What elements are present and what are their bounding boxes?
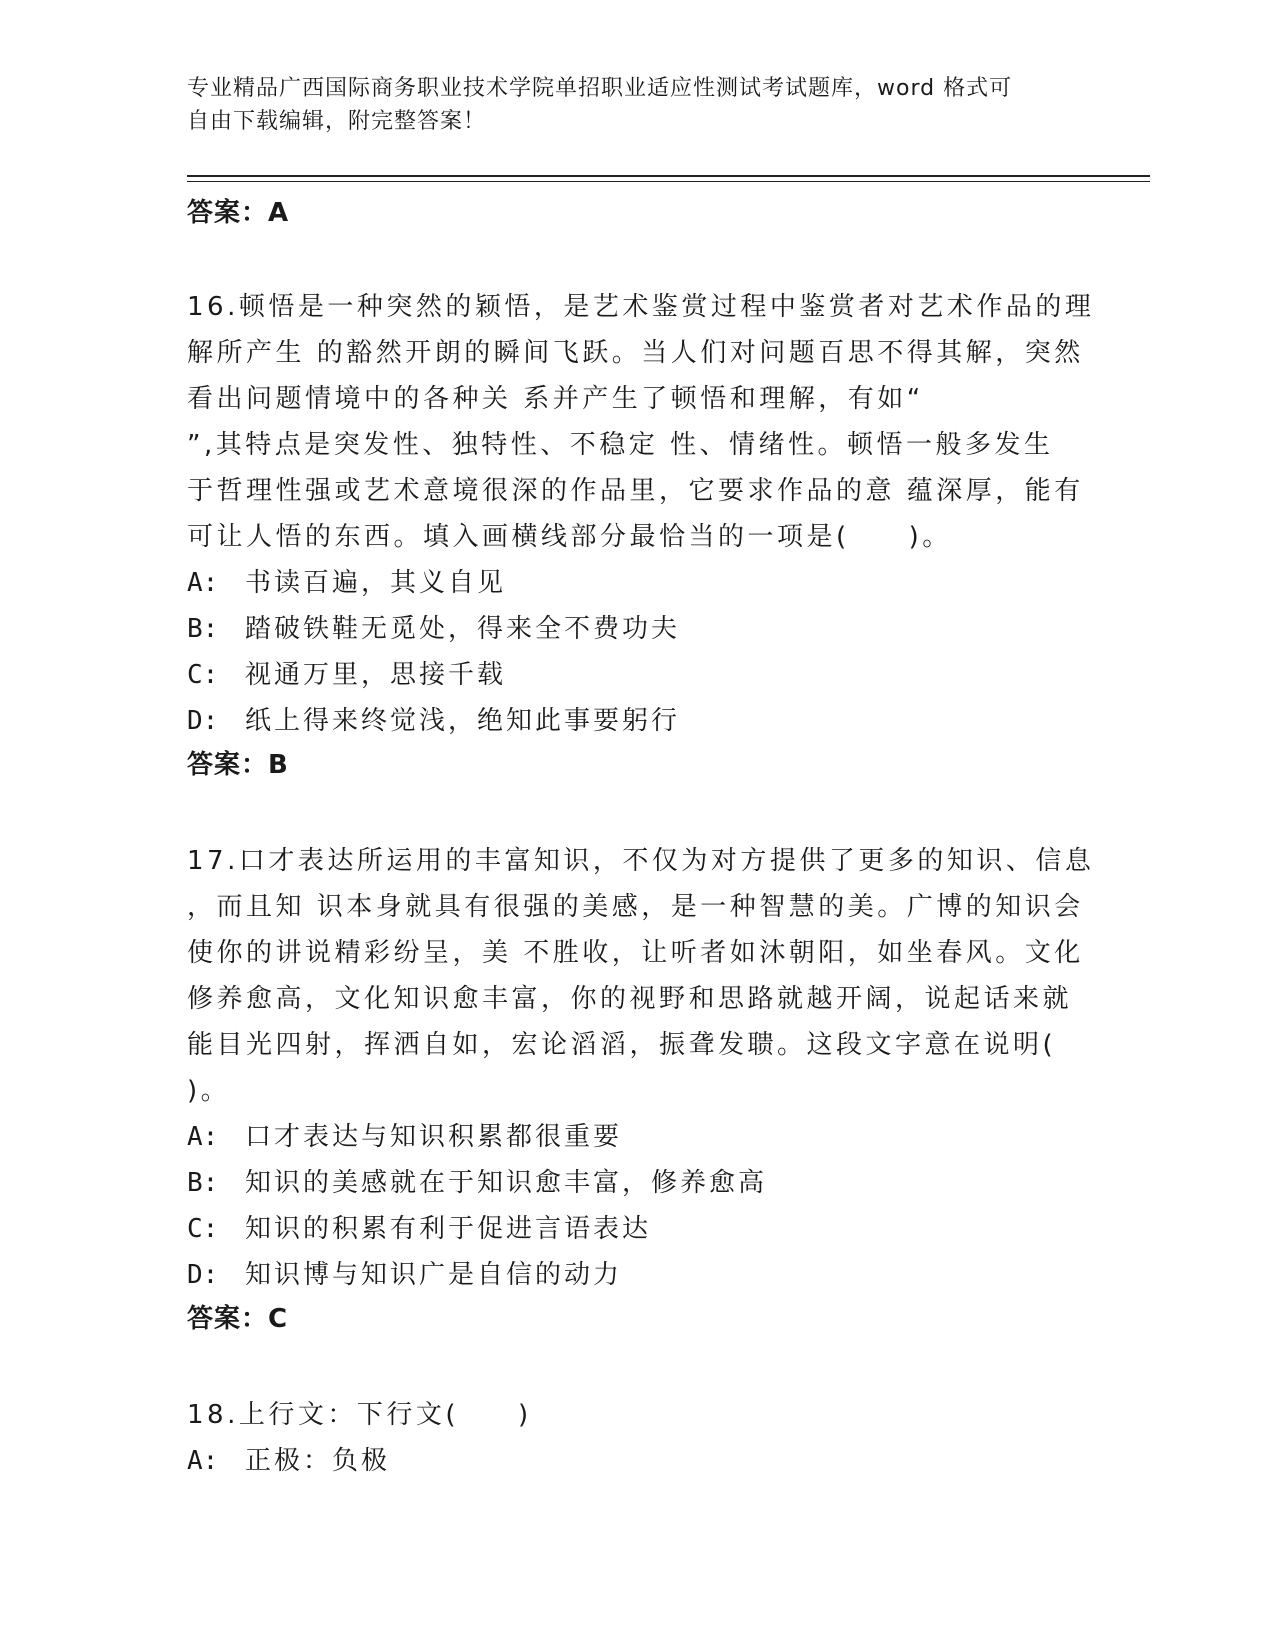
option-key: B: (187, 1168, 219, 1198)
option-text: 正极：负极 (245, 1446, 391, 1476)
question-16 (187, 284, 1095, 786)
option-text: 纸上得来终觉浅，绝知此事要躬行 (245, 706, 681, 736)
option-key: A: (187, 1122, 219, 1152)
option-a (187, 1438, 1087, 1484)
option-b (187, 606, 1087, 652)
option-text: 踏破铁鞋无觅处，得来全不费功夫 (245, 614, 681, 644)
option-a (187, 1114, 1087, 1160)
question-line: 使你的讲说精彩纷呈，美 不胜收，让听者如沐朝阳，如坐春风。文化 (187, 938, 1084, 968)
header-divider-thick (187, 175, 1150, 177)
question-line: 16.顿悟是一种突然的颖悟，是艺术鉴赏过程中鉴赏者对艺术作品的理 (187, 292, 1095, 322)
option-key: D: (187, 1260, 219, 1290)
header-line-2: 自由下载编辑，附完整答案！ (187, 109, 487, 134)
question-18 (187, 1392, 1087, 1484)
question-line: ，而且知 识本身就具有很强的美感，是一种智慧的美。广博的知识会 (187, 892, 1084, 922)
option-d (187, 698, 1087, 744)
option-text: 知识博与知识广是自信的动力 (245, 1260, 623, 1290)
option-d (187, 1252, 1087, 1298)
option-b (187, 1160, 1087, 1206)
option-text: 知识的积累有利于促进言语表达 (245, 1214, 652, 1244)
question-line: 18.上行文：下行文( ) (187, 1400, 532, 1430)
question-list (187, 190, 1095, 1484)
option-text: 知识的美感就在于知识愈丰富，修养愈高 (245, 1168, 768, 1198)
question-line: 解所产生 的豁然开朗的瞬间飞跃。当人们对问题百思不得其解，突然 (187, 338, 1084, 368)
question-text (187, 284, 1095, 560)
option-text: 口才表达与知识积累都很重要 (245, 1122, 623, 1152)
answer-label: 答案：A (187, 198, 290, 228)
option-key: C: (187, 1214, 219, 1244)
answer-label: 答案：B (187, 750, 289, 780)
question-17 (187, 838, 1095, 1340)
question-line: 17.口才表达所运用的丰富知识，不仅为对方提供了更多的知识、信息 (187, 846, 1095, 876)
question-text (187, 1392, 1087, 1438)
header-divider-thin (187, 181, 1150, 182)
answer-label: 答案：C (187, 1304, 289, 1334)
option-c (187, 1206, 1087, 1252)
option-key: D: (187, 706, 219, 736)
option-key: B: (187, 614, 219, 644)
question-line: 能目光四射，挥洒自如，宏论滔滔，振聋发聩。这段文字意在说明( (187, 1030, 1057, 1060)
header-line-1: 专业精品广西国际商务职业技术学院单招职业适应性测试考试题库，word 格式可 (187, 76, 1013, 101)
option-c (187, 652, 1087, 698)
option-key: A: (187, 568, 219, 598)
option-key: A: (187, 1446, 219, 1476)
option-key: C: (187, 660, 219, 690)
question-line: 可让人悟的东西。填入画横线部分最恰当的一项是( )。 (187, 522, 952, 552)
question-line: )。 (187, 1076, 231, 1106)
question-line: 修养愈高，文化知识愈丰富，你的视野和思路就越开阔，说起话来就 (187, 984, 1073, 1014)
option-a (187, 560, 1087, 606)
question-line: 于哲理性强或艺术意境很深的作品里，它要求作品的意 蕴深厚，能有 (187, 476, 1084, 506)
document-header (187, 72, 1087, 138)
question-line: ”,其特点是突发性、独特性、不稳定 性、情绪性。顿悟一般多发生 (187, 430, 1054, 460)
question-text (187, 838, 1095, 1114)
option-text: 视通万里，思接千载 (245, 660, 507, 690)
option-text: 书读百遍，其义自见 (245, 568, 507, 598)
question-line: 看出问题情境中的各种关 系并产生了顿悟和理解，有如“ (187, 384, 924, 414)
